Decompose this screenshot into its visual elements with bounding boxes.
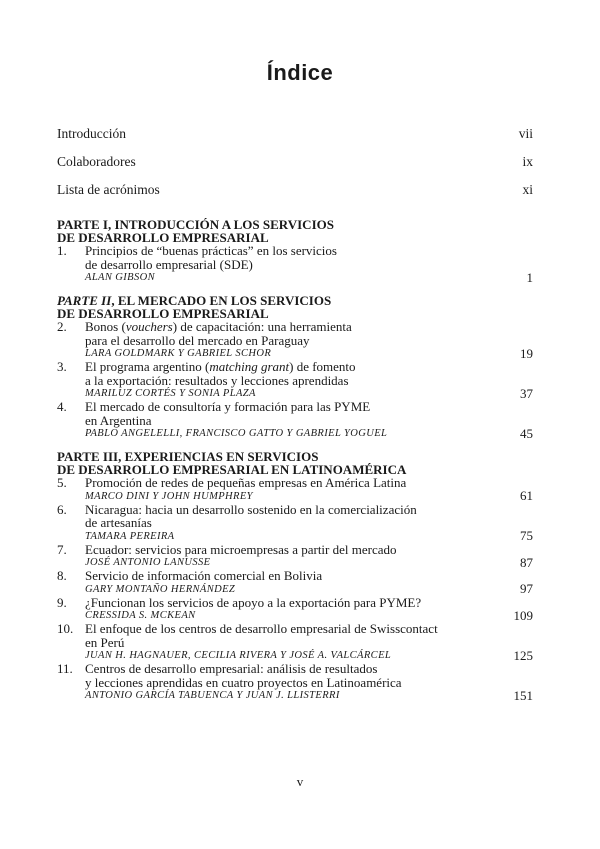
chapter-title-cont: a la exportación: resultados y lecciones aprendidas: [85, 372, 349, 388]
chapter-author: MARILUZ CORTÉS Y SONIA PLAZA: [85, 388, 256, 399]
chapter-page: 109: [513, 607, 533, 623]
chapter-number: 7.: [57, 541, 67, 557]
toc-entry-page: xi: [522, 182, 533, 197]
part-section: [57, 450, 533, 702]
chapter-author: JUAN H. HAGNAUER, CECILIA RIVERA Y JOSÉ A. VALCÁRCEL: [85, 650, 392, 661]
toc-entry-chapter[interactable]: [57, 360, 533, 400]
chapter-title-cont: de desarrollo empresarial (SDE): [85, 256, 253, 272]
part-section: [57, 294, 533, 440]
table-of-contents: [57, 124, 533, 702]
toc-entry-chapter[interactable]: [57, 662, 533, 702]
chapter-number: 9.: [57, 594, 67, 610]
part-title-line2: DE DESARROLLO EMPRESARIAL EN LATINOAMÉRICA: [57, 462, 407, 477]
part-heading: [57, 450, 533, 476]
chapter-number: 4.: [57, 399, 67, 414]
part-section: [57, 218, 533, 284]
chapter-author: CRESSIDA S. MCKEAN: [85, 610, 196, 621]
chapter-title-cont: y lecciones aprendidas en cuatro proyectos en Latinoamérica: [85, 674, 402, 690]
toc-entry-introduccion[interactable]: [57, 124, 533, 152]
chapter-title-cont: de artesanías: [85, 515, 152, 530]
chapter-title: ¿Funcionan los servicios de apoyo a la exportación para PYME?: [85, 594, 422, 610]
chapter-author: TAMARA PEREIRA: [85, 530, 175, 542]
toc-entry-page: vii: [518, 126, 533, 141]
chapter-title-cont: para el desarrollo del mercado en Paraguay: [85, 332, 310, 348]
chapter-title: Promoción de redes de pequeñas empresas en América Latina: [85, 475, 407, 490]
chapter-author: ANTONIO GARCÍA TABUENCA Y JUAN J. LLISTERRI: [85, 690, 340, 701]
page-title: Índice: [266, 60, 334, 85]
chapter-title: El programa argentino (: [85, 359, 210, 374]
chapter-title-em: matching grant: [209, 359, 290, 374]
chapter-title-tail: ) de fomento: [289, 359, 356, 374]
chapter-number: 5.: [57, 475, 67, 490]
chapter-title: El enfoque de los centros de desarrollo empresarial de Swisscontact: [85, 621, 438, 636]
chapter-page: 61: [520, 488, 533, 503]
toc-entry-page: ix: [522, 154, 533, 169]
chapter-author: GARY MONTAÑO HERNÁNDEZ: [85, 583, 236, 595]
chapter-page: 37: [520, 385, 533, 401]
chapter-title: Ecuador: servicios para microempresas a partir del mercado: [85, 541, 397, 557]
chapter-number: 11.: [57, 661, 73, 676]
toc-entry-chapter[interactable]: [57, 503, 533, 543]
chapter-page: 151: [513, 687, 533, 703]
chapter-title-cont: en Argentina: [85, 412, 152, 428]
chapter-title: Nicaragua: hacia un desarrollo sostenido en la comercialización: [85, 501, 417, 517]
chapter-author: JOSÉ ANTONIO LANUSSE: [85, 557, 211, 568]
chapter-author: MARCO DINI Y JOHN HUMPHREY: [85, 490, 253, 502]
part-prefix: PARTE I: [57, 217, 108, 232]
toc-entry-chapter[interactable]: [57, 244, 533, 284]
chapter-title-tail: ) de capacitación: una herramienta: [172, 319, 352, 334]
chapter-page: 125: [513, 647, 533, 663]
chapter-page: 19: [520, 345, 533, 361]
part-title: , EL MERCADO EN LOS SERVICIOS: [111, 293, 332, 308]
part-heading: [57, 294, 533, 320]
chapter-number: 1.: [57, 243, 67, 258]
chapter-title: Bonos (: [85, 319, 126, 334]
part-title: , EXPERIENCIAS EN SERVICIOS: [118, 449, 319, 464]
part-heading: [57, 218, 533, 244]
toc-entry-chapter[interactable]: [57, 320, 533, 360]
part-prefix: PARTE III: [57, 449, 119, 464]
chapter-author: LARA GOLDMARK Y GABRIEL SCHOR: [85, 348, 272, 359]
toc-entry-acronimos[interactable]: [57, 180, 533, 208]
part-title-line2: DE DESARROLLO EMPRESARIAL: [57, 306, 269, 321]
part-prefix: PARTE II: [57, 293, 112, 308]
chapter-page: 97: [520, 581, 533, 596]
page-number: v: [296, 774, 304, 789]
toc-entry-label: Introducción: [57, 126, 126, 141]
chapter-page: 87: [520, 554, 533, 570]
toc-entry-chapter[interactable]: [57, 476, 533, 503]
chapter-number: 8.: [57, 568, 67, 583]
toc-entry-chapter[interactable]: [57, 400, 533, 440]
chapter-number: 6.: [57, 501, 67, 517]
toc-entry-chapter[interactable]: [57, 596, 533, 623]
chapter-number: 10.: [57, 621, 74, 636]
chapter-page: 1: [526, 269, 533, 285]
toc-entry-label: Lista de acrónimos: [57, 182, 160, 197]
chapter-page: 75: [520, 528, 533, 543]
chapter-title: Servicio de información comercial en Bolivia: [85, 568, 323, 583]
toc-entry-label: Colaboradores: [57, 154, 136, 169]
chapter-author: ALAN GIBSON: [85, 272, 156, 283]
toc-entry-colaboradores[interactable]: [57, 152, 533, 180]
toc-entry-chapter[interactable]: [57, 543, 533, 570]
part-title: , INTRODUCCIÓN A LOS SERVICIOS: [107, 217, 334, 232]
part-title-line2: DE DESARROLLO EMPRESARIAL: [57, 230, 269, 245]
chapter-number: 2.: [57, 319, 67, 334]
chapter-number: 3.: [57, 359, 67, 374]
chapter-title: Principios de “buenas prácticas” en los servicios: [85, 243, 337, 258]
toc-entry-chapter[interactable]: [57, 622, 533, 662]
chapter-page: 45: [520, 425, 533, 441]
chapter-title-em: vouchers: [125, 319, 173, 334]
chapter-title-cont: en Perú: [85, 634, 125, 650]
chapter-author: PABLO ANGELELLI, FRANCISCO GATTO Y GABRIEL YOGUEL: [85, 428, 388, 439]
chapter-title: El mercado de consultoría y formación para las PYME: [85, 399, 371, 414]
chapter-title: Centros de desarrollo empresarial: análisis de resultados: [85, 661, 378, 676]
toc-entry-chapter[interactable]: [57, 569, 533, 596]
